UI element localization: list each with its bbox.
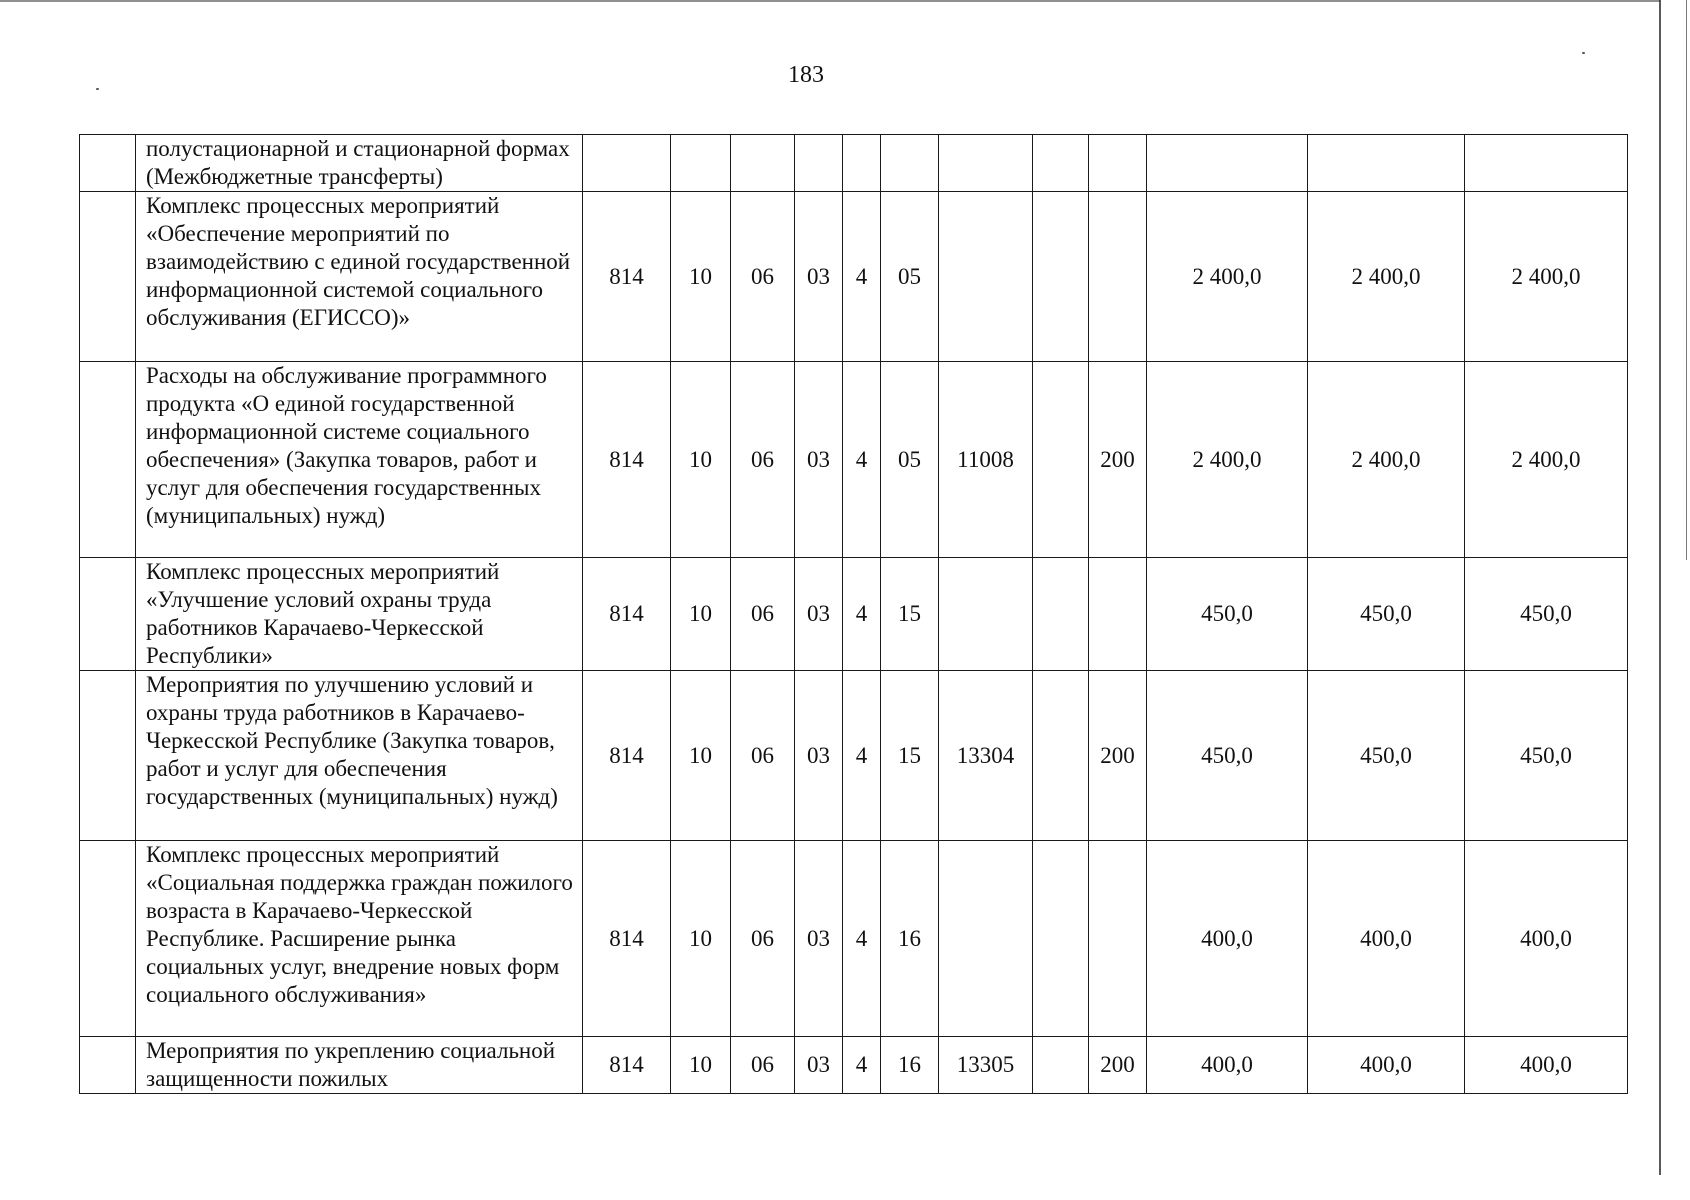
section-code-cell: 10 [671, 362, 731, 558]
subprogram-code-cell: 4 [843, 841, 881, 1037]
direction-code-cell [939, 192, 1033, 362]
scan-top-edge [0, 0, 1660, 2]
expense-type-cell [1089, 841, 1147, 1037]
year2-amount-cell: 2 400,0 [1308, 362, 1465, 558]
blank-code-cell [1033, 362, 1089, 558]
year3-amount-cell: 450,0 [1465, 558, 1628, 671]
blank-code-cell [1033, 1037, 1089, 1094]
table-row [80, 1037, 1628, 1094]
subsection-code-cell: 06 [731, 1037, 795, 1094]
blank-code-cell [1033, 558, 1089, 671]
row-number-cell [80, 841, 136, 1037]
year2-amount-cell: 450,0 [1308, 558, 1465, 671]
description-cell: Мероприятия по укреплению социальной защищенности пожилых [136, 1037, 583, 1094]
row-number-cell [80, 1037, 136, 1094]
row-number-cell [80, 192, 136, 362]
subprogram-code-cell: 4 [843, 362, 881, 558]
description-cell: Расходы на обслуживание программного продукта «О единой государственной информационной системе социального обеспечения» (Закупка товаров, работ и услуг для обеспечения государственных (муниципальных) нужд) [136, 362, 583, 558]
table-row [80, 671, 1628, 841]
direction-code-cell [939, 558, 1033, 671]
program-code-cell: 03 [795, 192, 843, 362]
expense-type-cell [1089, 135, 1147, 192]
element-code-cell [881, 135, 939, 192]
ministry-code-cell: 814 [583, 841, 671, 1037]
year1-amount-cell: 450,0 [1147, 671, 1308, 841]
table-row [80, 192, 1628, 362]
program-code-cell: 03 [795, 558, 843, 671]
table-row [80, 841, 1628, 1037]
element-code-cell: 16 [881, 1037, 939, 1094]
row-number-cell [80, 135, 136, 192]
ministry-code-cell: 814 [583, 671, 671, 841]
row-number-cell [80, 671, 136, 841]
element-code-cell: 16 [881, 841, 939, 1037]
year1-amount-cell: 400,0 [1147, 841, 1308, 1037]
year3-amount-cell: 2 400,0 [1465, 192, 1628, 362]
page-number: 183 [788, 62, 824, 88]
expense-type-cell: 200 [1089, 1037, 1147, 1094]
year1-amount-cell: 450,0 [1147, 558, 1308, 671]
description-cell: Комплекс процессных мероприятий «Социальная поддержка граждан пожилого возраста в Карачаево-Черкесской Республике. Расширение рынка социальных услуг, внедрение новых форм социального обслуживания» [136, 841, 583, 1037]
ministry-code-cell: 814 [583, 558, 671, 671]
year2-amount-cell: 2 400,0 [1308, 192, 1465, 362]
subprogram-code-cell: 4 [843, 1037, 881, 1094]
description-cell: Комплекс процессных мероприятий «Обеспечение мероприятий по взаимодействию с единой государственной информационной системой социального обслуживания (ЕГИССО)» [136, 192, 583, 362]
ministry-code-cell: 814 [583, 1037, 671, 1094]
year2-amount-cell [1308, 135, 1465, 192]
year2-amount-cell: 450,0 [1308, 671, 1465, 841]
element-code-cell: 05 [881, 192, 939, 362]
year1-amount-cell: 2 400,0 [1147, 192, 1308, 362]
year3-amount-cell: 2 400,0 [1465, 362, 1628, 558]
blank-code-cell [1033, 135, 1089, 192]
year2-amount-cell: 400,0 [1308, 1037, 1465, 1094]
table-row [80, 135, 1628, 192]
scan-right-edge [1659, 0, 1661, 1175]
element-code-cell: 15 [881, 671, 939, 841]
section-code-cell: 10 [671, 558, 731, 671]
program-code-cell: 03 [795, 671, 843, 841]
direction-code-cell [939, 841, 1033, 1037]
element-code-cell: 05 [881, 362, 939, 558]
description-cell: полустационарной и стационарной формах (Межбюджетные трансферты) [136, 135, 583, 192]
scan-right-edge-thin [1686, 0, 1687, 560]
direction-code-cell: 13305 [939, 1037, 1033, 1094]
section-code-cell: 10 [671, 671, 731, 841]
year1-amount-cell [1147, 135, 1308, 192]
year3-amount-cell: 400,0 [1465, 1037, 1628, 1094]
section-code-cell: 10 [671, 1037, 731, 1094]
subprogram-code-cell: 4 [843, 671, 881, 841]
description-cell: Мероприятия по улучшению условий и охраны труда работников в Карачаево-Черкесской Республике (Закупка товаров, работ и услуг для обеспечения государственных (муниципальных) нужд) [136, 671, 583, 841]
year3-amount-cell: 400,0 [1465, 841, 1628, 1037]
subsection-code-cell: 06 [731, 558, 795, 671]
section-code-cell: 10 [671, 841, 731, 1037]
year3-amount-cell: 450,0 [1465, 671, 1628, 841]
subsection-code-cell: 06 [731, 362, 795, 558]
direction-code-cell: 11008 [939, 362, 1033, 558]
expense-type-cell: 200 [1089, 671, 1147, 841]
program-code-cell [795, 135, 843, 192]
program-code-cell: 03 [795, 841, 843, 1037]
year2-amount-cell: 400,0 [1308, 841, 1465, 1037]
ministry-code-cell [583, 135, 671, 192]
program-code-cell: 03 [795, 362, 843, 558]
ministry-code-cell: 814 [583, 192, 671, 362]
subprogram-code-cell [843, 135, 881, 192]
subsection-code-cell: 06 [731, 671, 795, 841]
blank-code-cell [1033, 192, 1089, 362]
table-row [80, 558, 1628, 671]
table-row [80, 362, 1628, 558]
direction-code-cell [939, 135, 1033, 192]
section-code-cell [671, 135, 731, 192]
blank-code-cell [1033, 671, 1089, 841]
year1-amount-cell: 2 400,0 [1147, 362, 1308, 558]
element-code-cell: 15 [881, 558, 939, 671]
row-number-cell [80, 362, 136, 558]
subsection-code-cell [731, 135, 795, 192]
year3-amount-cell [1465, 135, 1628, 192]
section-code-cell: 10 [671, 192, 731, 362]
year1-amount-cell: 400,0 [1147, 1037, 1308, 1094]
expense-type-cell: 200 [1089, 362, 1147, 558]
expense-type-cell [1089, 558, 1147, 671]
subprogram-code-cell: 4 [843, 558, 881, 671]
program-code-cell: 03 [795, 1037, 843, 1094]
ministry-code-cell: 814 [583, 362, 671, 558]
budget-table [79, 134, 1628, 1094]
direction-code-cell: 13304 [939, 671, 1033, 841]
subsection-code-cell: 06 [731, 192, 795, 362]
scan-speck [1582, 52, 1585, 54]
row-number-cell [80, 558, 136, 671]
description-cell: Комплекс процессных мероприятий «Улучшение условий охраны труда работников Карачаево-Черкесской Республики» [136, 558, 583, 671]
expense-type-cell [1089, 192, 1147, 362]
table-body [80, 135, 1628, 1094]
blank-code-cell [1033, 841, 1089, 1037]
subprogram-code-cell: 4 [843, 192, 881, 362]
subsection-code-cell: 06 [731, 841, 795, 1037]
